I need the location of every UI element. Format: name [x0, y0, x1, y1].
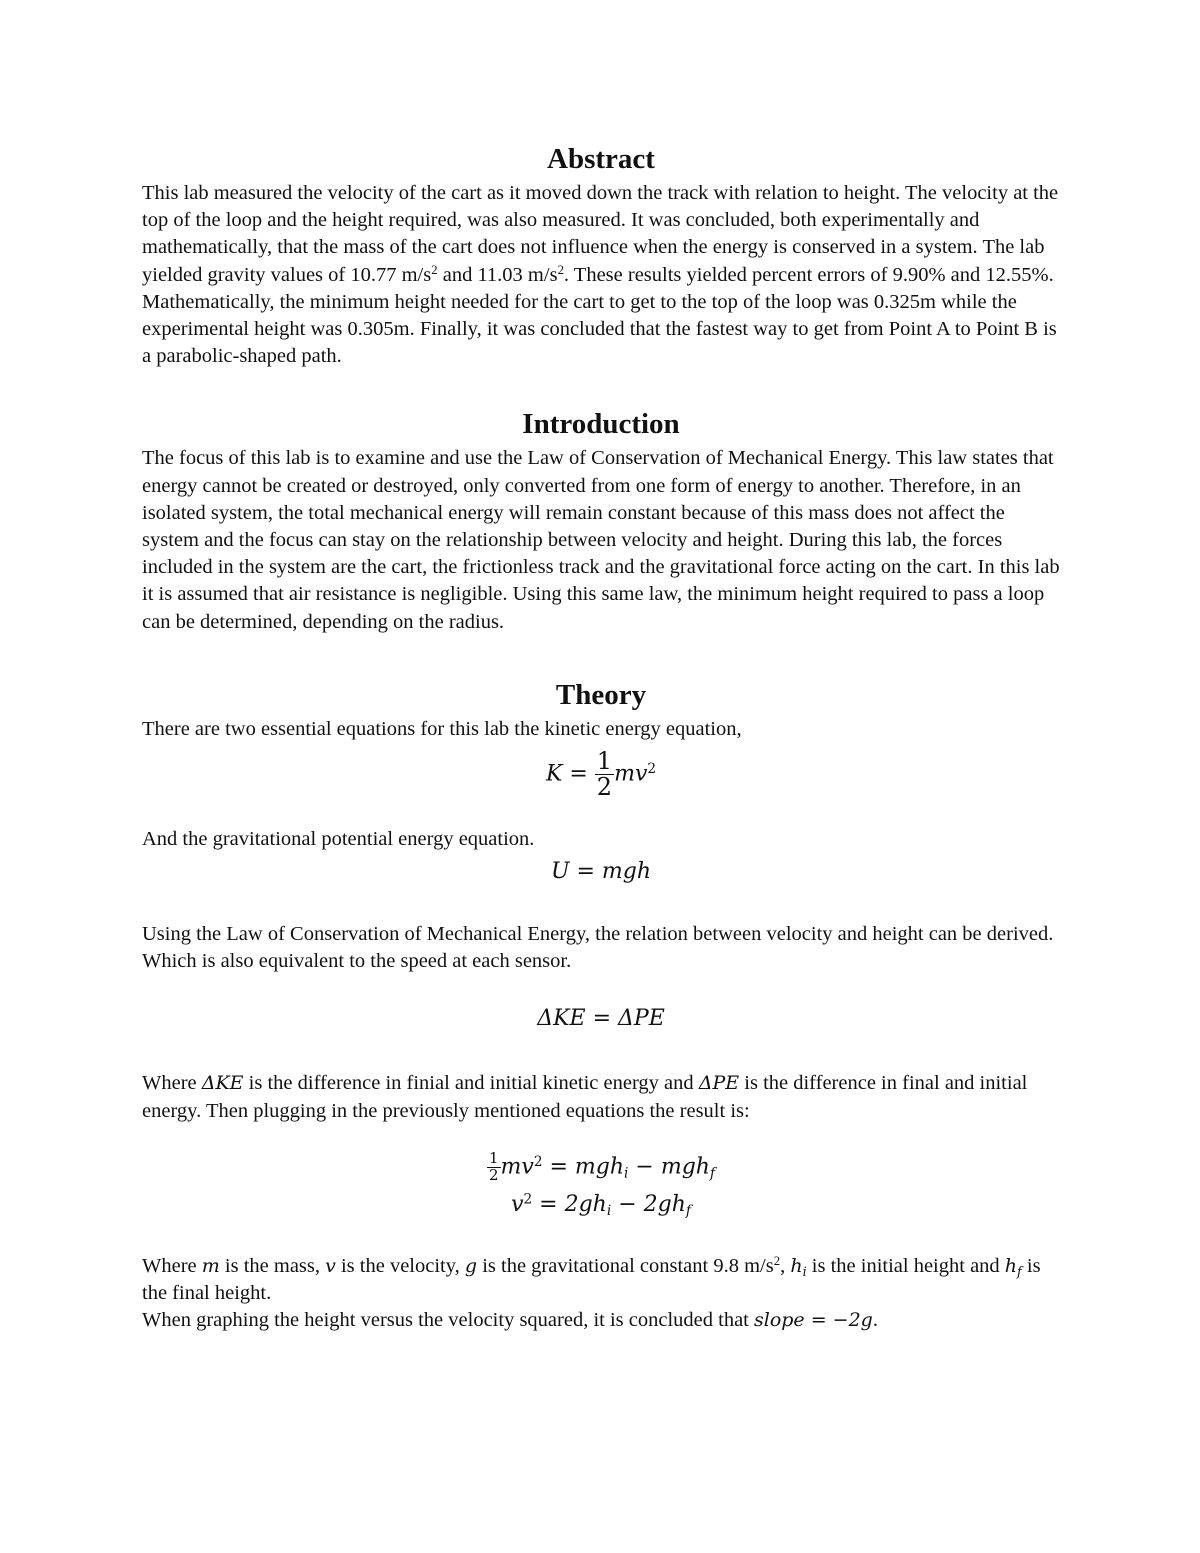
p5-math-hi: h	[790, 1254, 803, 1277]
velocity-b: = 2gh	[532, 1192, 607, 1218]
p4-math-2: ΔPE	[698, 1072, 740, 1095]
introduction-heading: Introduction	[522, 408, 680, 441]
p4-text-1: Where	[142, 1072, 202, 1095]
abstract-paragraph	[142, 180, 1060, 370]
velocity-a-exp: 2	[523, 1191, 533, 1208]
theory-paragraph-4	[142, 1070, 1060, 1124]
velocity-a: v	[511, 1192, 524, 1218]
p5-exp: 2	[773, 1253, 781, 1268]
theory-paragraph-5	[142, 1253, 1060, 1307]
p5-math-m: m	[201, 1254, 220, 1277]
energy-a-exp: 2	[533, 1153, 543, 1170]
energy-b-sub: i	[624, 1165, 629, 1182]
p4-text-2: is the difference in finial and initial kinetic energy and	[243, 1072, 699, 1095]
abstract-text-2: and 11.03 m/s	[437, 263, 558, 286]
energy-frac-den: 2	[488, 1165, 499, 1184]
velocity-equation	[142, 1191, 1060, 1218]
velocity-c-sub: f	[685, 1203, 691, 1220]
p5-text-6: is the final height.	[142, 1254, 1041, 1304]
p5-math-hi-sub: i	[802, 1263, 807, 1279]
abstract-exp-2: 2	[557, 262, 564, 277]
potential-energy-equation: U = mgh	[550, 858, 652, 884]
energy-a: mv	[500, 1154, 534, 1180]
p5-math-v: v	[325, 1254, 336, 1277]
p5-text-3: is the velocity,	[335, 1254, 465, 1277]
p5-text-1: Where	[142, 1254, 202, 1277]
p6-text-1: When graphing the height versus the velocity squared, it is concluded that	[142, 1308, 754, 1331]
p4-text-3: is the difference in final and initial energy. Then plugging in the previously mentioned equations the result is:	[142, 1072, 1028, 1122]
introduction-paragraph: The focus of this lab is to examine and use the Law of Conservation of Mechanical Energy. This law states that energy cannot be created or destroyed, only converted from one form of energy to another. Therefore, in an isolated system, the total mechanical energy will remain constant because of this mass does not affect the system and the focus can stay on the relationship between velocity and height. During this lab, the forces included in the system are the cart, the frictionless track and the gravitational force acting on the cart. In this lab it is assumed that air resistance is negligible. Using this same law, the minimum height required to pass a loop can be determined, depending on the radius.	[142, 447, 1060, 633]
velocity-c: − 2gh	[611, 1192, 686, 1218]
energy-fraction	[487, 1148, 501, 1184]
theory-paragraph-3: Using the Law of Conservation of Mechanical Energy, the relation between velocity and height can be derived. Which is also equivalent to the speed at each sensor.	[142, 922, 1054, 973]
energy-equation	[142, 1148, 1060, 1184]
document-page	[142, 138, 1060, 1334]
abstract-exp-1: 2	[431, 262, 438, 277]
p5-text-2: is the mass,	[219, 1254, 326, 1277]
theory-paragraph-1: There are two essential equations for this lab the kinetic energy equation,	[142, 717, 742, 740]
kinetic-exp: 2	[647, 761, 657, 778]
kinetic-lhs: K =	[545, 761, 595, 787]
theory-heading: Theory	[555, 678, 647, 711]
energy-b: = mgh	[542, 1154, 625, 1180]
p5-math-g: g	[464, 1254, 478, 1277]
p4-math-1: ΔKE	[201, 1072, 244, 1095]
velocity-b-sub: i	[606, 1203, 612, 1220]
abstract-text-3: . These results yielded percent errors of 9.90% and 12.55%. Mathematically, the minimum height needed for the cart to get to the top of the loop was 0.325m while the experimental height was 0.305m. Finally, it was concluded that the fastest way to get from Point A to Point B is a parabolic-shaped path.	[142, 263, 1057, 368]
p5-math-hf: h	[1004, 1254, 1018, 1277]
theory-paragraph-6	[142, 1307, 1060, 1334]
kinetic-frac-num: 1	[596, 747, 613, 776]
energy-frac-num: 1	[488, 1148, 499, 1167]
kinetic-rhs: mv	[614, 761, 648, 787]
p5-text-4: is the gravitational constant 9.8 m/s	[477, 1254, 774, 1277]
p5-text-4b: ,	[780, 1254, 791, 1277]
energy-c: − mgh	[628, 1154, 710, 1180]
delta-energy-equation: ΔKE = ΔPE	[537, 1006, 665, 1032]
energy-c-sub: f	[709, 1165, 715, 1182]
abstract-heading: Abstract	[547, 143, 655, 175]
p5-text-5: is the initial height and	[806, 1254, 1005, 1277]
kinetic-fraction	[595, 749, 614, 800]
abstract-text-1: This lab measured the velocity of the cart as it moved down the track with relation to height. The velocity at the top of the loop and the height required, was also measured. It was concluded, both experimentally and mathematically, that the mass of the cart does not influence when the energy is conserved in a system. The lab yielded gravity values of 10.77 m/s	[142, 182, 1059, 286]
kinetic-energy-equation	[142, 749, 1060, 800]
p5-math-hf-sub: f	[1017, 1263, 1022, 1279]
kinetic-frac-den: 2	[596, 773, 613, 802]
p6-text-2: .	[872, 1308, 878, 1331]
p6-math: slope = −2g	[754, 1308, 873, 1331]
theory-paragraph-2: And the gravitational potential energy equation.	[142, 828, 535, 851]
